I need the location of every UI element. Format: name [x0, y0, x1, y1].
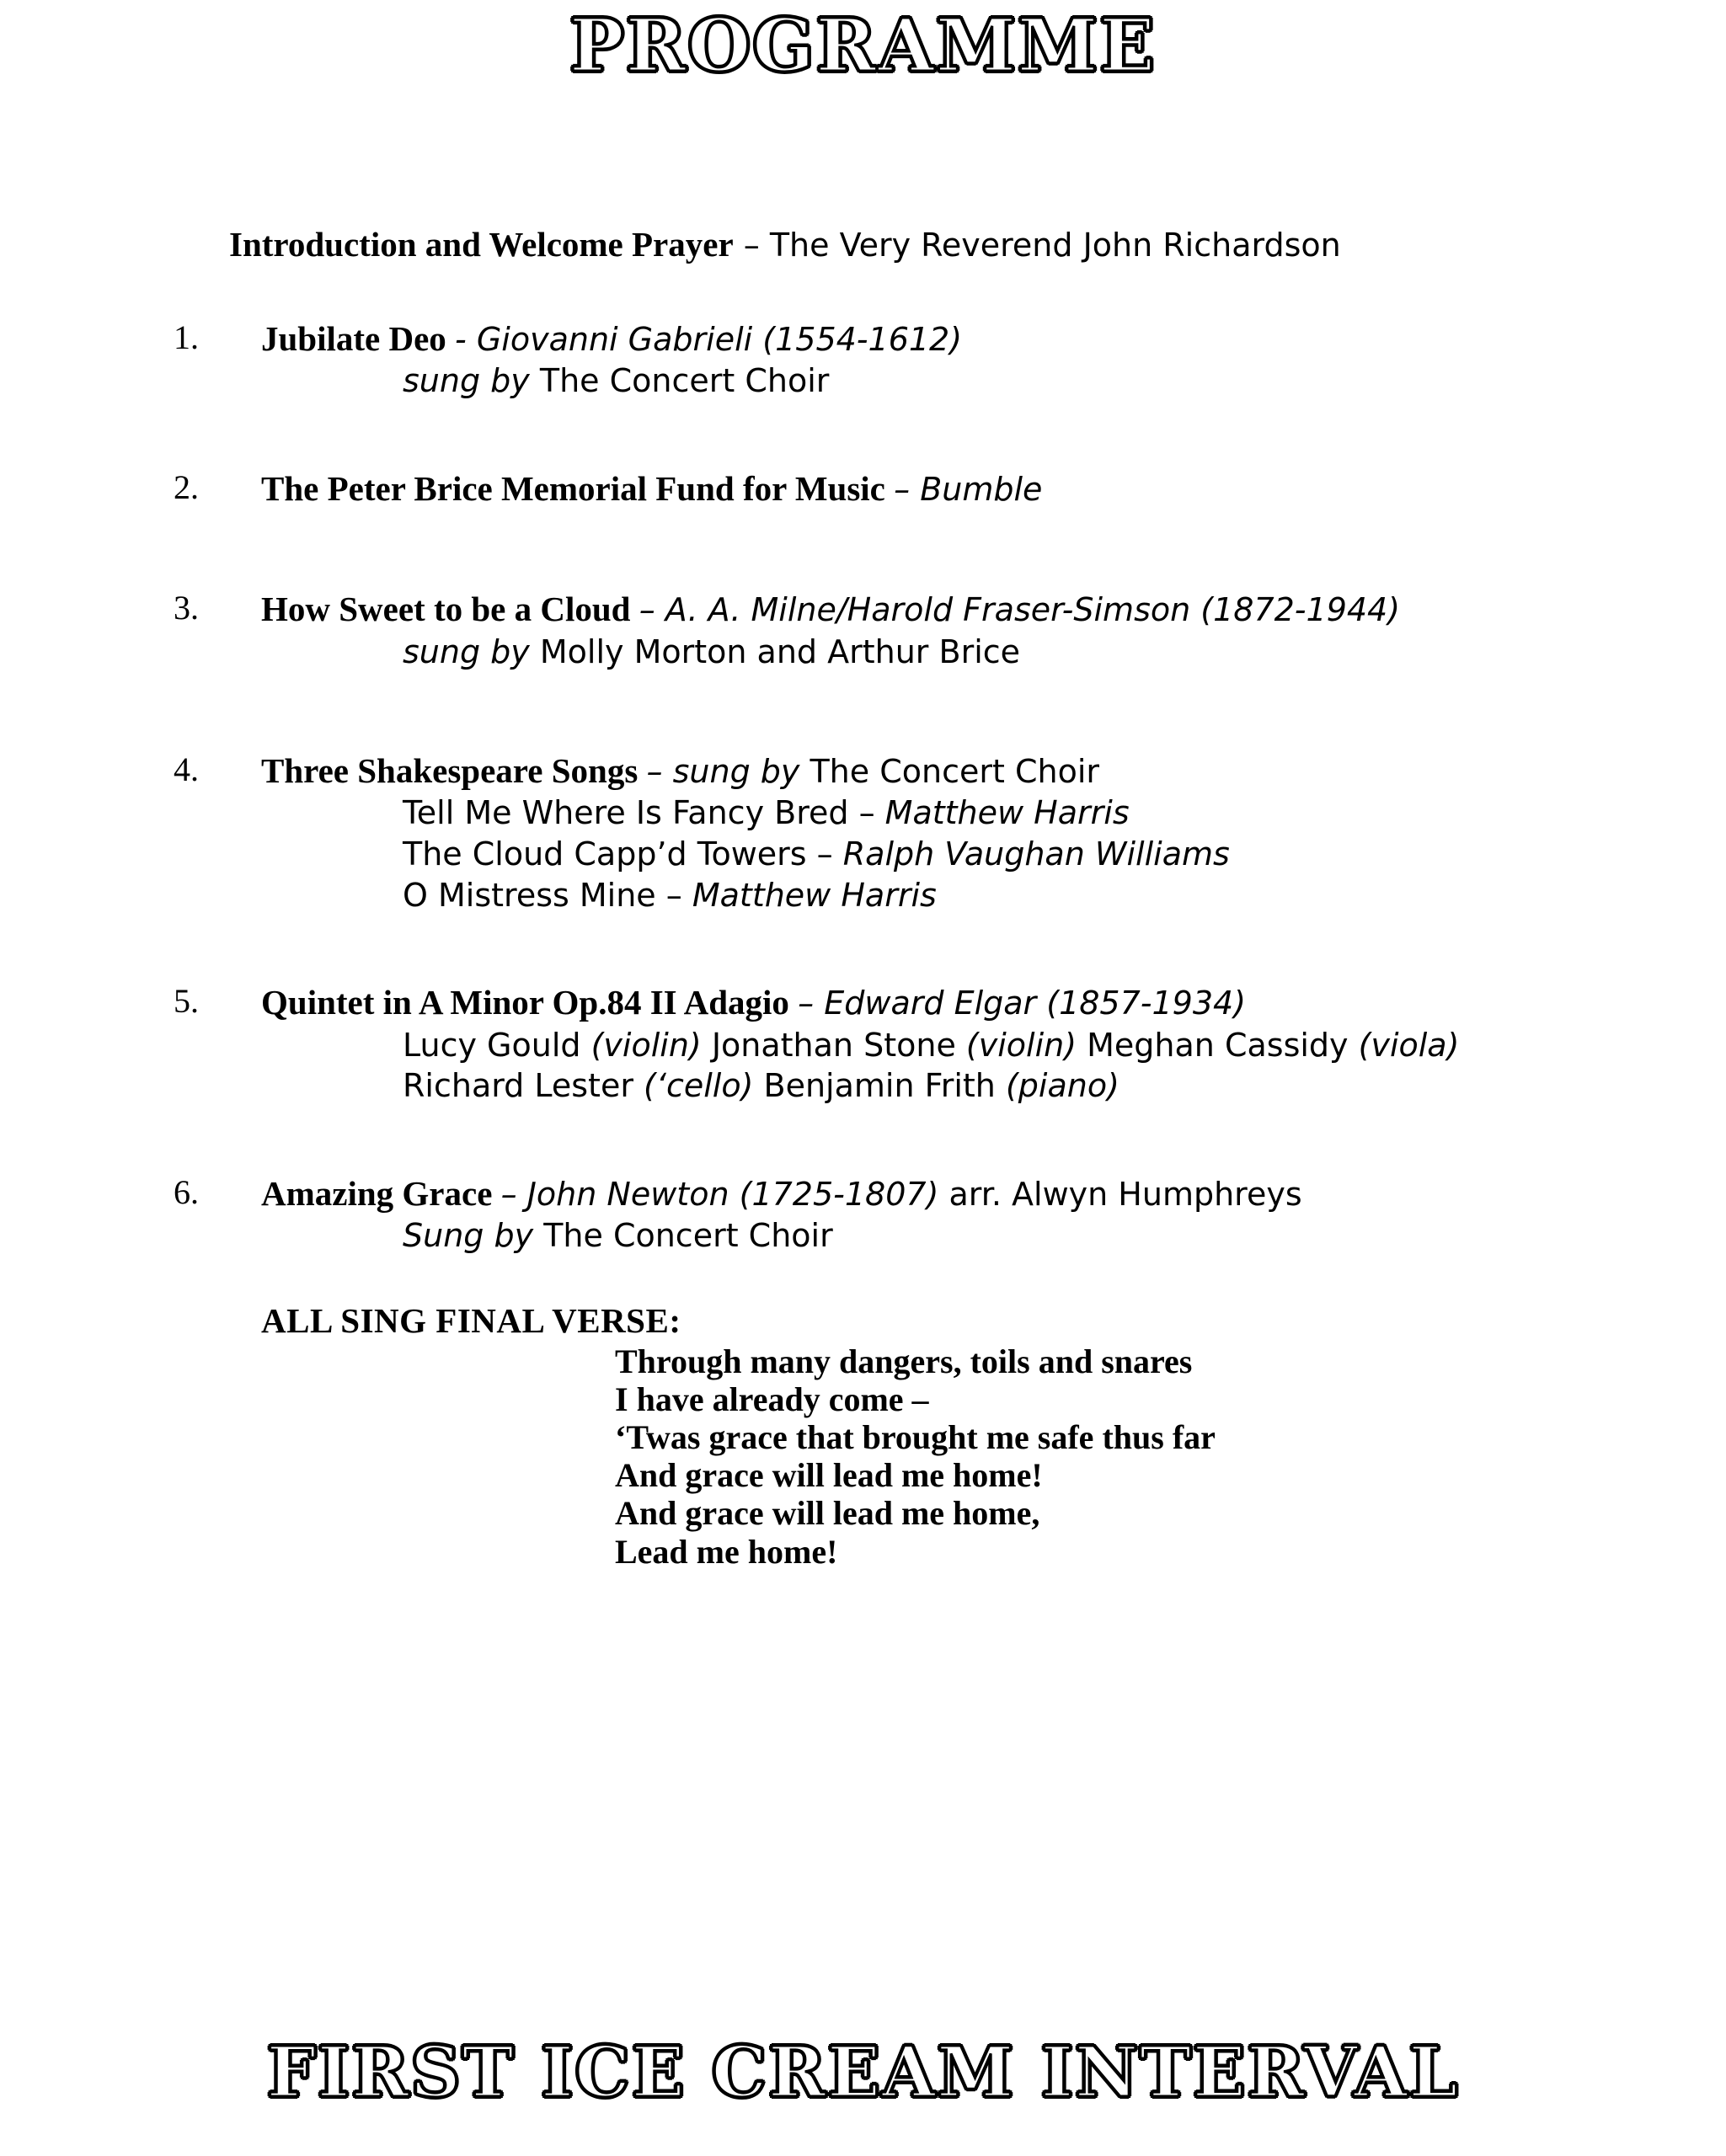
verse-line: I have already come –	[615, 1380, 929, 1418]
item-performer-line	[403, 1065, 1692, 1107]
verse-line: And grace will lead me home,	[615, 1494, 1040, 1533]
item-title-plain: The Concert Choir	[799, 753, 1100, 791]
item-performer-plain: The Concert Choir	[533, 1217, 833, 1255]
item-number: 6.	[174, 1172, 199, 1211]
item-title-italic: – Edward Elgar (1857-1934)	[798, 985, 1247, 1022]
list-item	[34, 1172, 1692, 1257]
interval-heading: FIRST ICE CREAM INTERVAL	[266, 2032, 1460, 2113]
all-sing-block	[34, 1300, 1692, 1571]
item-title-bold: Amazing Grace	[261, 1173, 501, 1213]
verse-line: Lead me home!	[615, 1532, 838, 1571]
list-item	[34, 467, 1692, 510]
item-title	[261, 1172, 1692, 1215]
subentry-italic: Matthew Harris	[692, 876, 937, 914]
introduction-rest-text: – The Very Reverend John Richardson	[733, 227, 1341, 264]
item-performer-line	[403, 360, 1692, 402]
item-title	[261, 981, 1692, 1024]
item-title-italic: – A. A. Milne/Harold Fraser-Simson (1872-1944)	[639, 591, 1401, 629]
item-performer-line	[403, 1215, 1692, 1257]
subentry-italic: Ralph Vaughan Williams	[842, 835, 1230, 873]
item-performer-plain: The Concert Choir	[529, 362, 830, 400]
performer-instrument: (piano)	[1005, 1067, 1119, 1105]
subentry-plain: O Mistress Mine –	[403, 876, 692, 914]
item-performer-line	[403, 1025, 1692, 1066]
verse-line: And grace will lead me home!	[615, 1456, 1043, 1495]
item-number: 3.	[174, 589, 199, 627]
performer-instrument: (viola)	[1358, 1026, 1460, 1064]
all-sing-heading: ALL SING FINAL VERSE:	[261, 1300, 681, 1340]
item-title-plain: arr. Alwyn Humphreys	[938, 1175, 1302, 1213]
item-number: 4.	[174, 750, 199, 789]
list-item	[34, 318, 1692, 402]
performer-name: Meghan Cassidy	[1077, 1026, 1359, 1064]
performer-instrument: (violin)	[965, 1026, 1077, 1064]
item-subentry	[403, 875, 1692, 916]
item-number: 2.	[174, 468, 199, 507]
performer-name: Richard Lester	[403, 1067, 644, 1105]
item-title-italic: – Bumble	[894, 471, 1043, 509]
item-title	[261, 750, 1692, 792]
list-item	[34, 588, 1692, 672]
item-performer-line	[403, 632, 1692, 673]
performer-name: Lucy Gould	[403, 1026, 591, 1064]
item-performer-italic: Sung by	[403, 1217, 534, 1255]
item-performer-plain: Molly Morton and Arthur Brice	[529, 632, 1021, 670]
verse-line: Through many dangers, toils and snares	[615, 1342, 1193, 1380]
subentry-italic: Matthew Harris	[884, 794, 1130, 832]
introduction-bold-text: Introduction and Welcome Prayer	[229, 225, 734, 264]
item-subentry	[403, 792, 1692, 834]
performer-instrument: (violin)	[590, 1026, 702, 1064]
item-title	[261, 318, 1692, 360]
item-title-bold: The Peter Brice Memorial Fund for Music	[261, 469, 895, 509]
item-performer-italic: sung by	[403, 362, 530, 400]
subentry-plain: Tell Me Where Is Fancy Bred –	[403, 794, 885, 832]
performer-name: Jonathan Stone	[701, 1026, 966, 1064]
item-title	[261, 467, 1692, 510]
item-title-bold: How Sweet to be a Cloud	[261, 590, 639, 629]
verse-text	[615, 1342, 1692, 1571]
item-title-bold: Quintet in A Minor Op.84 II Adagio	[261, 983, 799, 1022]
item-title-bold: Jubilate Deo	[261, 319, 456, 359]
item-title-bold: Three Shakespeare Songs	[261, 751, 647, 791]
subentry-plain: The Cloud Capp’d Towers –	[403, 835, 843, 873]
item-performer-italic: sung by	[403, 632, 530, 670]
introduction-line	[229, 224, 1692, 265]
item-title	[261, 588, 1692, 631]
page-title: PROGRAMME	[569, 3, 1157, 88]
performer-name: Benjamin Frith	[753, 1067, 1006, 1105]
list-item	[34, 981, 1692, 1107]
item-title-italic: – sung by	[646, 753, 800, 791]
item-title-italic: – John Newton (1725-1807)	[500, 1175, 939, 1213]
verse-line: ‘Twas grace that brought me safe thus far	[615, 1418, 1216, 1457]
list-item	[34, 750, 1692, 915]
item-subentry	[403, 834, 1692, 875]
programme-items-list	[34, 318, 1692, 1257]
item-title-italic: - Giovanni Gabrieli (1554-1612)	[455, 321, 963, 359]
item-number: 1.	[174, 318, 199, 357]
performer-instrument: (‘cello)	[644, 1067, 754, 1105]
item-number: 5.	[174, 982, 199, 1021]
